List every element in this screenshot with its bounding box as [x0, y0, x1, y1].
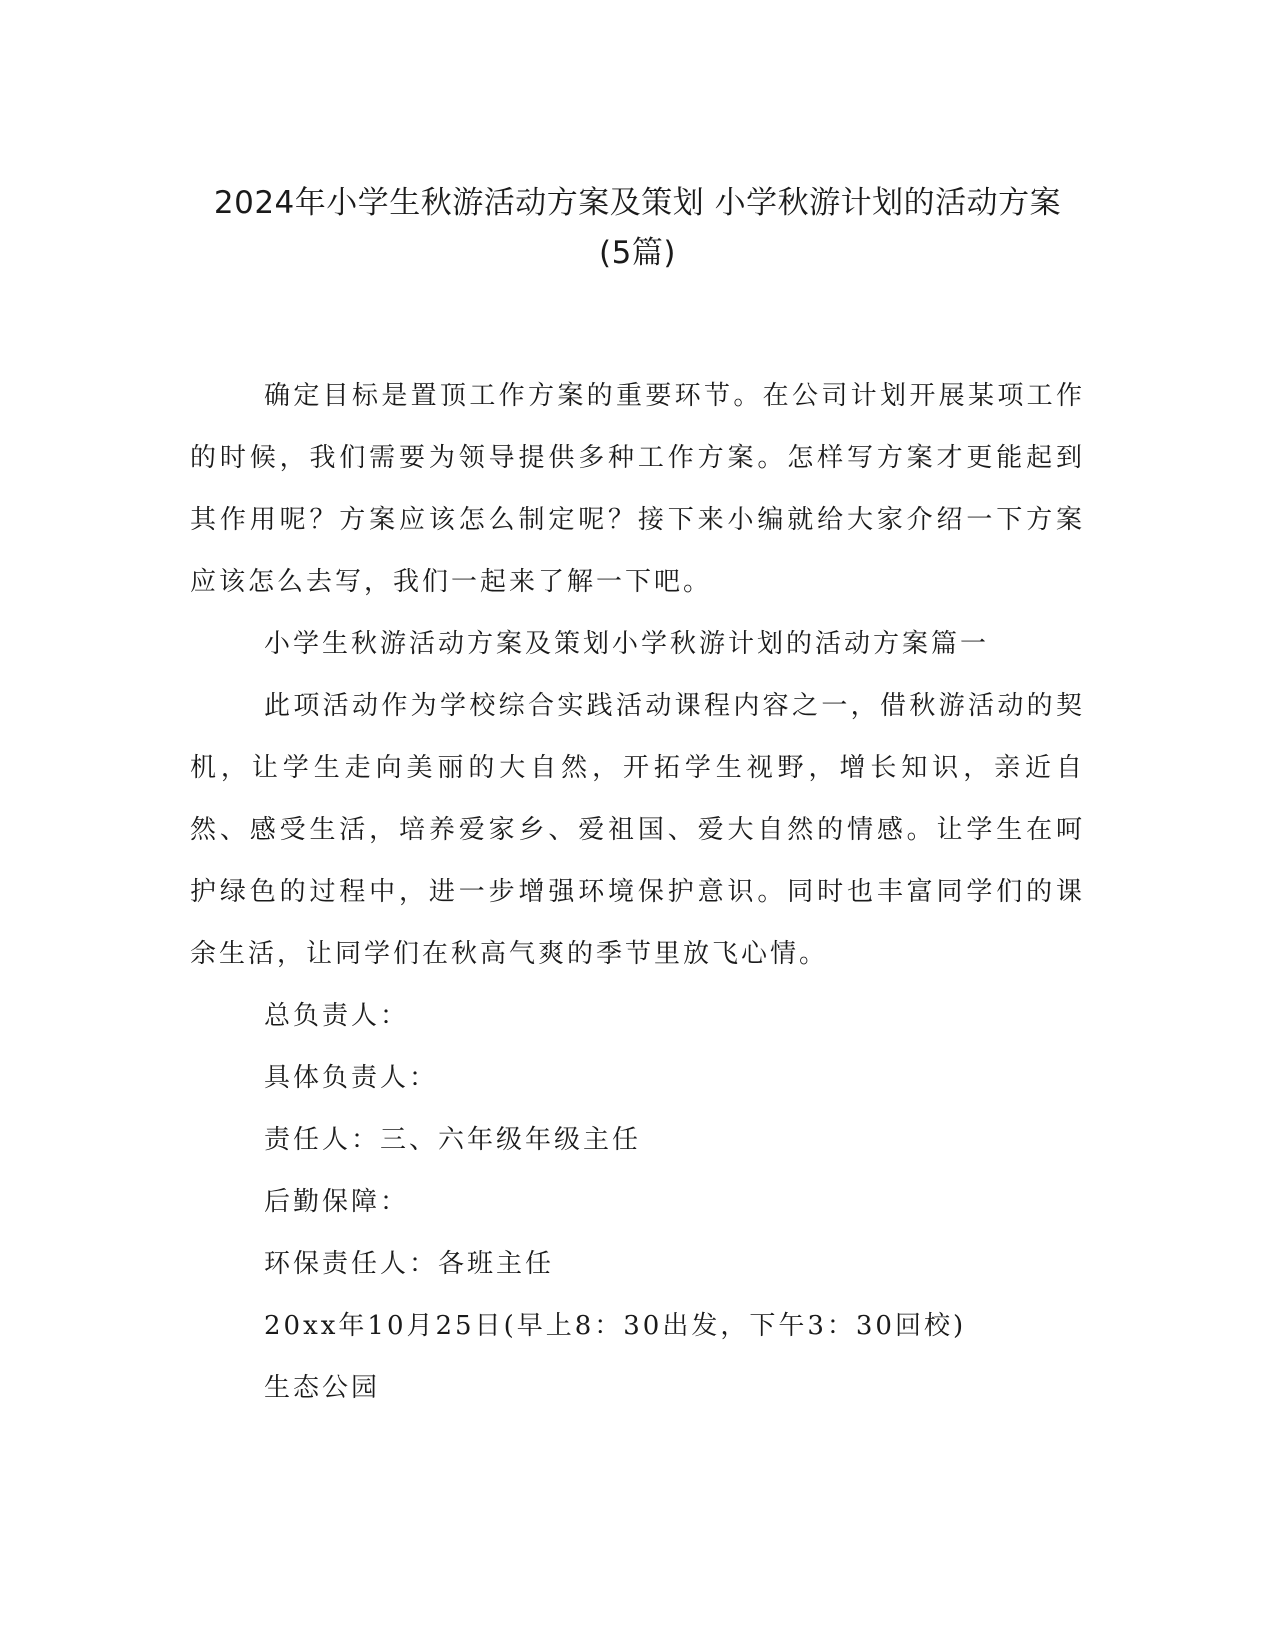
purpose-paragraph: 此项活动作为学校综合实践活动课程内容之一，借秋游活动的契机，让学生走向美丽的大自然，开拓学生视野，增长知识，亲近自然、感受生活，培养爱家乡、爱祖国、爱大自然的情感。让学生在呵护绿色的过程中，进一步增强环境保护意识。同时也丰富同学们的课余生活，让同学们在秋高气爽的季节里放飞心情。: [190, 691, 1085, 969]
item-logistics: 后勤保障：: [264, 1187, 410, 1217]
title-line-1: 2024年小学生秋游活动方案及策划 小学秋游计划的活动方案: [213, 185, 1062, 221]
section-heading: 小学生秋游活动方案及策划小学秋游计划的活动方案篇一: [264, 629, 990, 659]
item-specific-leader: 具体负责人：: [264, 1063, 439, 1093]
title-line-2: (5篇): [599, 235, 676, 271]
document-title: [150, 178, 1125, 278]
intro-paragraph: 确定目标是置顶工作方案的重要环节。在公司计划开展某项工作的时候，我们需要为领导提供多种工作方案。怎样写方案才更能起到其作用呢？方案应该怎么制定呢？接下来小编就给大家介绍一下方案应该怎么去写，我们一起来了解一下吧。: [190, 381, 1085, 597]
item-environment: 环保责任人：各班主任: [264, 1249, 555, 1279]
item-general-leader: 总负责人：: [264, 1001, 410, 1031]
item-responsible: 责任人：三、六年级年级主任: [264, 1125, 642, 1155]
document-body: [190, 365, 1085, 1419]
item-date-time: 20xx年10月25日(早上8：30出发，下午3：30回校): [264, 1311, 967, 1341]
item-location: 生态公园: [264, 1373, 381, 1403]
